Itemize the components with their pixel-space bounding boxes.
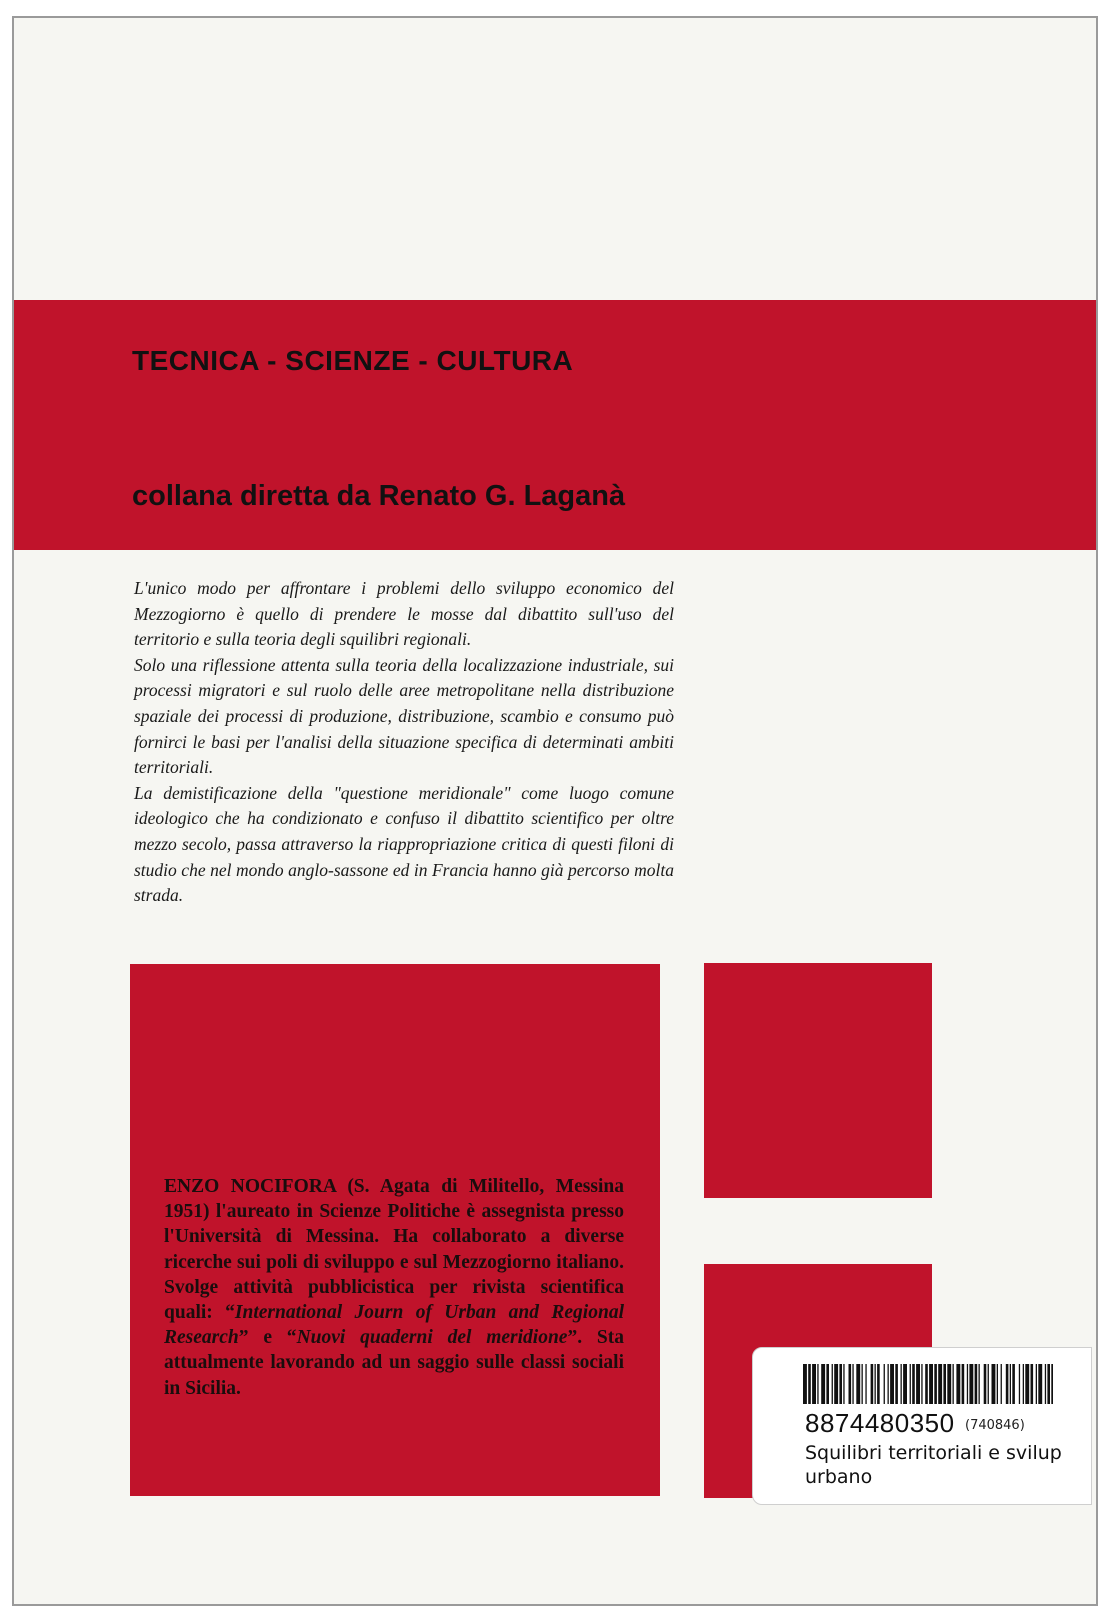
isbn-number: 8874480350 (805, 1408, 955, 1438)
blurb-paragraph: Solo una riflessione attenta sulla teoria della localizzazione industriale, sui processi migratori e sul ruolo delle aree metropolitane nella distribuzione spaziale dei processi di produzione, distribuzione, scambio e consumo può fornirci le basi per l'analisi della situazione specifica di determinati ambiti territoriali. (134, 654, 674, 778)
journal-title: International Journ of Urban and Regional Research (164, 1302, 624, 1349)
series-editor: collana diretta da Renato G. Laganà (132, 480, 626, 512)
inventory-code: (740846) (965, 1418, 1025, 1433)
journal-title: Nuovi quaderni del meridione (296, 1327, 568, 1349)
author-bio (164, 1174, 624, 1401)
blurb (134, 576, 674, 909)
author-bio-text: ”. Sta attualmente lavorando ad un saggio sulle classi sociali in Sicilia. (164, 1327, 625, 1399)
library-barcode-label (752, 1347, 1092, 1505)
author-bio-text: ENZO NOCIFORA (S. Agata di Militello, Messina 1951) l'aureato in Scienze Politiche è assegnista presso l'Università di Messina. Ha collaborato a diverse ricerche sui poli di sviluppo e sul Mezzogiorno italiano. Svolge attività pubblicistica per rivista scientifica quali: “ (164, 1176, 624, 1324)
blurb-paragraph: La demistificazione della "questione meridionale" come luogo comune ideologico che ha condizionato e confuso il dibattito scientifico per oltre mezzo secolo, passa attraverso la riappropriazione critica di questi filoni di studio che nel mondo anglo-sassone ed in Francia hanno già percorso molta strada. (134, 782, 674, 906)
label-book-title: Squilibri territoriali e svilup urbano (805, 1442, 1062, 1488)
author-bio-text: ” e “ (238, 1327, 297, 1349)
barcode-icon (803, 1364, 1053, 1404)
decorative-square-top (704, 963, 932, 1198)
series-title: TECNICA - SCIENZE - CULTURA (132, 345, 574, 376)
series-band (14, 300, 1096, 550)
blurb-paragraph: L'unico modo per affrontare i problemi dello sviluppo economico del Mezzogiorno è quello di prendere le mosse dal dibattito sull'uso del territorio e sulla teoria degli squilibri regionali. (134, 578, 674, 650)
author-bio-box (130, 964, 660, 1496)
